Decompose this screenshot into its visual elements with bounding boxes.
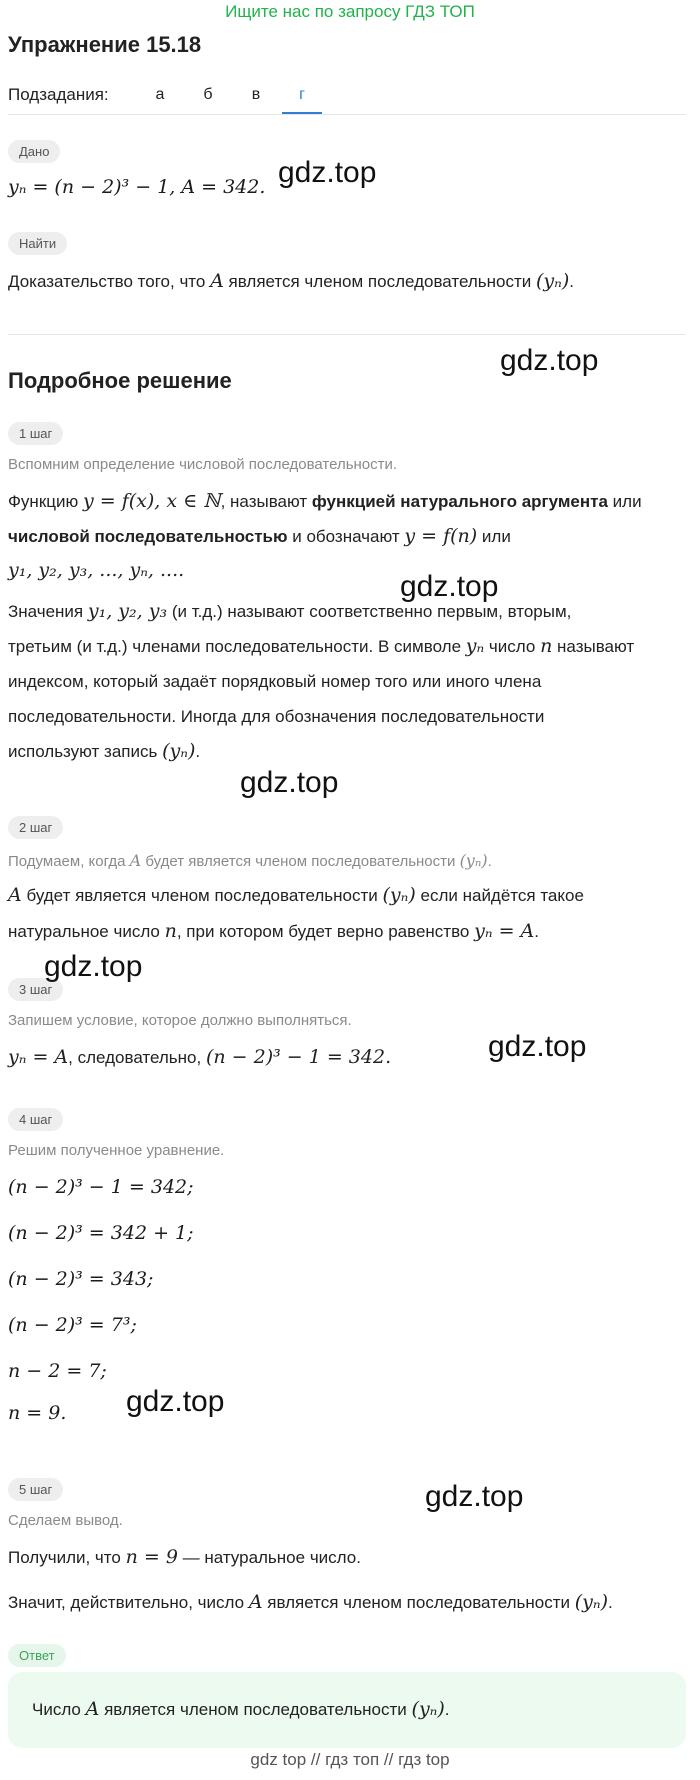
answer-box <box>8 1672 686 1748</box>
tab-b[interactable]: б <box>203 86 213 103</box>
watermark: gdz.top <box>425 1480 524 1513</box>
step-4-eq-5: n − 2 = 7; <box>8 1360 107 1382</box>
page-title: Упражнение 15.18 <box>8 32 202 57</box>
step-2-badge: 2 шаг <box>8 816 63 839</box>
step-3-line-1: yₙ = A, следовательно, (n − 2)³ − 1 = 342. <box>8 1046 392 1068</box>
step-1-para-4: последовательности. Иногда для обозначения последовательности <box>8 707 545 726</box>
tab-a[interactable]: а <box>155 86 165 103</box>
step-1-badge: 1 шаг <box>8 422 63 445</box>
divider <box>8 334 686 335</box>
watermark: gdz.top <box>400 570 499 603</box>
step-2-line-1: A будет является членом последовательности (yₙ) если найдётся такое <box>8 884 584 906</box>
find-badge: Найти <box>8 232 67 255</box>
step-5-line-1: Получили, что n = 9 — натуральное число. <box>8 1546 361 1568</box>
step-1-para-5: используют запись (yₙ). <box>8 740 201 762</box>
subtasks-bar <box>8 84 686 115</box>
step-1-line-2: числовой последовательностью и обозначают y = f(n) или <box>8 525 511 547</box>
step-1-line-3: y₁, y₂, y₃, ..., yₙ, .... <box>8 559 185 581</box>
watermark: gdz.top <box>44 950 143 983</box>
step-5-badge: 5 шаг <box>8 1478 63 1501</box>
footer-links[interactable]: gdz top // гдз топ // гдз top <box>250 1750 450 1769</box>
step-4-eq-3: (n − 2)³ = 343; <box>8 1268 154 1290</box>
watermark: gdz.top <box>488 1030 587 1063</box>
solution-title: Подробное решение <box>8 368 232 393</box>
step-4-badge: 4 шаг <box>8 1108 63 1131</box>
subtasks-label: Подзадания: <box>8 85 109 104</box>
given-badge: Дано <box>8 140 60 163</box>
watermark: gdz.top <box>278 156 377 189</box>
answer-badge: Ответ <box>8 1644 66 1667</box>
tab-g-active[interactable]: г <box>282 86 322 114</box>
step-3-hint: Запишем условие, которое должно выполняться. <box>8 1012 352 1029</box>
watermark: gdz.top <box>500 344 599 377</box>
step-5-hint: Сделаем вывод. <box>8 1512 123 1529</box>
step-5-line-2: Значит, действительно, число A является членом последовательности (yₙ). <box>8 1591 613 1613</box>
watermark: gdz.top <box>126 1385 225 1418</box>
step-2-line-2: натуральное число n, при котором будет верно равенство yₙ = A. <box>8 920 539 942</box>
step-4-eq-2: (n − 2)³ = 342 + 1; <box>8 1222 194 1244</box>
step-4-eq-4: (n − 2)³ = 7³; <box>8 1314 137 1336</box>
answer-text: Число A является членом последовательности (yₙ). <box>32 1698 450 1720</box>
find-text: Доказательство того, что A является членом последовательности (yₙ). <box>8 270 574 292</box>
step-3-badge: 3 шаг <box>8 978 63 1001</box>
step-1-line-1: Функцию y = f(x), x ∈ ℕ, называют функцией натурального аргумента или <box>8 490 642 512</box>
step-2-hint: Подумаем, когда A будет является членом последовательности (yₙ). <box>8 851 492 870</box>
step-4-eq-1: (n − 2)³ − 1 = 342; <box>8 1176 194 1198</box>
given-expression: yₙ = (n − 2)³ − 1, A = 342. <box>8 176 266 198</box>
step-1-para-2: третьим (и т.д.) членами последовательности. В символе yₙ число n называют <box>8 635 635 657</box>
step-1-para-1: Значения y₁, y₂, y₃ (и т.д.) называют соответственно первым, вторым, <box>8 600 572 622</box>
step-4-eq-6: n = 9. <box>8 1402 67 1424</box>
step-1-hint: Вспомним определение числовой последовательности. <box>8 456 398 473</box>
step-1-para-3: индексом, который задаёт порядковый номер того или иного члена <box>8 672 542 691</box>
tab-v[interactable]: в <box>251 86 261 103</box>
step-4-hint: Решим полученное уравнение. <box>8 1142 225 1159</box>
promo-banner[interactable]: Ищите нас по запросу ГДЗ ТОП <box>225 2 475 21</box>
watermark: gdz.top <box>240 766 339 799</box>
